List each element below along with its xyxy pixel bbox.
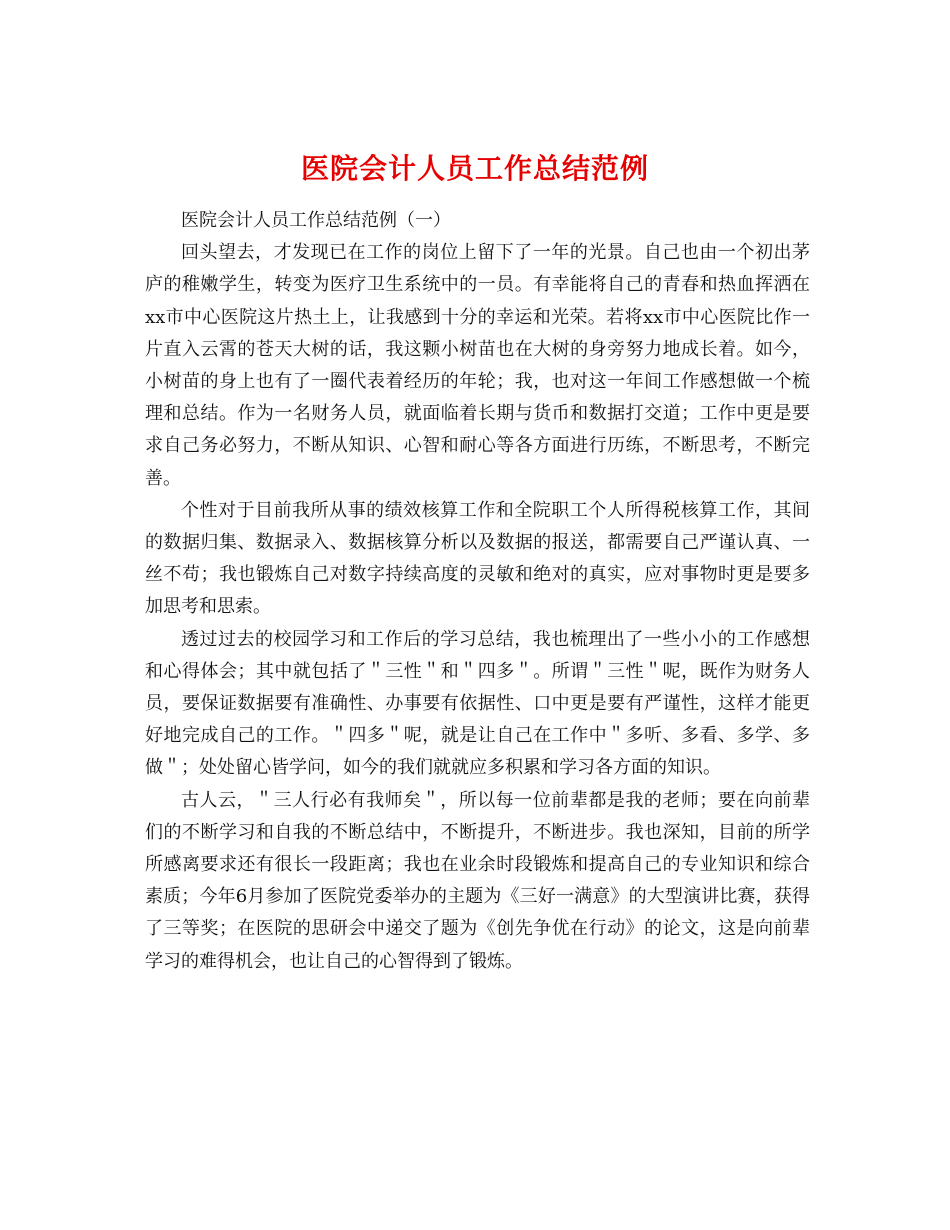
paragraph: 个性对于目前我所从事的绩效核算工作和全院职工个人所得税核算工作，其间的数据归集、数据录入、数据核算分析以及数据的报送，都需要自己严谨认真、一丝不苟；我也锻炼自己对数字持续高度的灵敏和绝对的真实，应对事物时更是要多加思考和思索。	[145, 499, 810, 618]
paragraph: 回头望去，才发现已在工作的岗位上留下了一年的光景。自己也由一个初出茅庐的稚嫩学生，转变为医疗卫生系统中的一员。有幸能将自己的青春和热血挥洒在xx市中心医院这片热土上，让我感到十分的幸运和光荣。若将xx市中心医院比作一片直入云霄的苍天大树的话，我这颗小树苗也在大树的身旁努力地成长着。如今，小树苗的身上也有了一圈代表着经历的年轮；我，也对这一年间工作感想做一个梳理和总结。作为一名财务人员，就面临着长期与货币和数据打交道；工作中更是要求自己务必努力，不断从知识、心智和耐心等各方面进行历练，不断思考，不断完善。	[145, 242, 810, 489]
paragraph: 医院会计人员工作总结范例（一）	[181, 210, 451, 231]
document-body	[145, 205, 810, 978]
paragraph: 透过过去的校园学习和工作后的学习总结，我也梳理出了一些小小的工作感想和心得体会；其中就包括了＂三性＂和＂四多＂。所谓＂三性＂呢，既作为财务人员，要保证数据要有准确性、办事要有依据性、口中更是要有严谨性，这样才能更好地完成自己的工作。＂四多＂呢，就是让自己在工作中＂多听、多看、多学、多做＂；处处留心皆学问，如今的我们就就应多积累和学习各方面的知识。	[145, 628, 810, 779]
document-title: 医院会计人员工作总结范例	[300, 151, 649, 185]
paragraph: 古人云，＂三人行必有我师矣＂，所以每一位前辈都是我的老师；要在向前辈们的不断学习和自我的不断总结中，不断提升，不断进步。我也深知，目前的所学所感离要求还有很长一段距离；我也在业余时段锻炼和提高自己的专业知识和综合素质；今年6月参加了医院党委举办的主题为《三好一满意》的大型演讲比赛，获得了三等奖；在医院的思研会中递交了题为《创先争优在行动》的论文，这是向前辈学习的难得机会，也让自己的心智得到了锻炼。	[145, 789, 810, 972]
